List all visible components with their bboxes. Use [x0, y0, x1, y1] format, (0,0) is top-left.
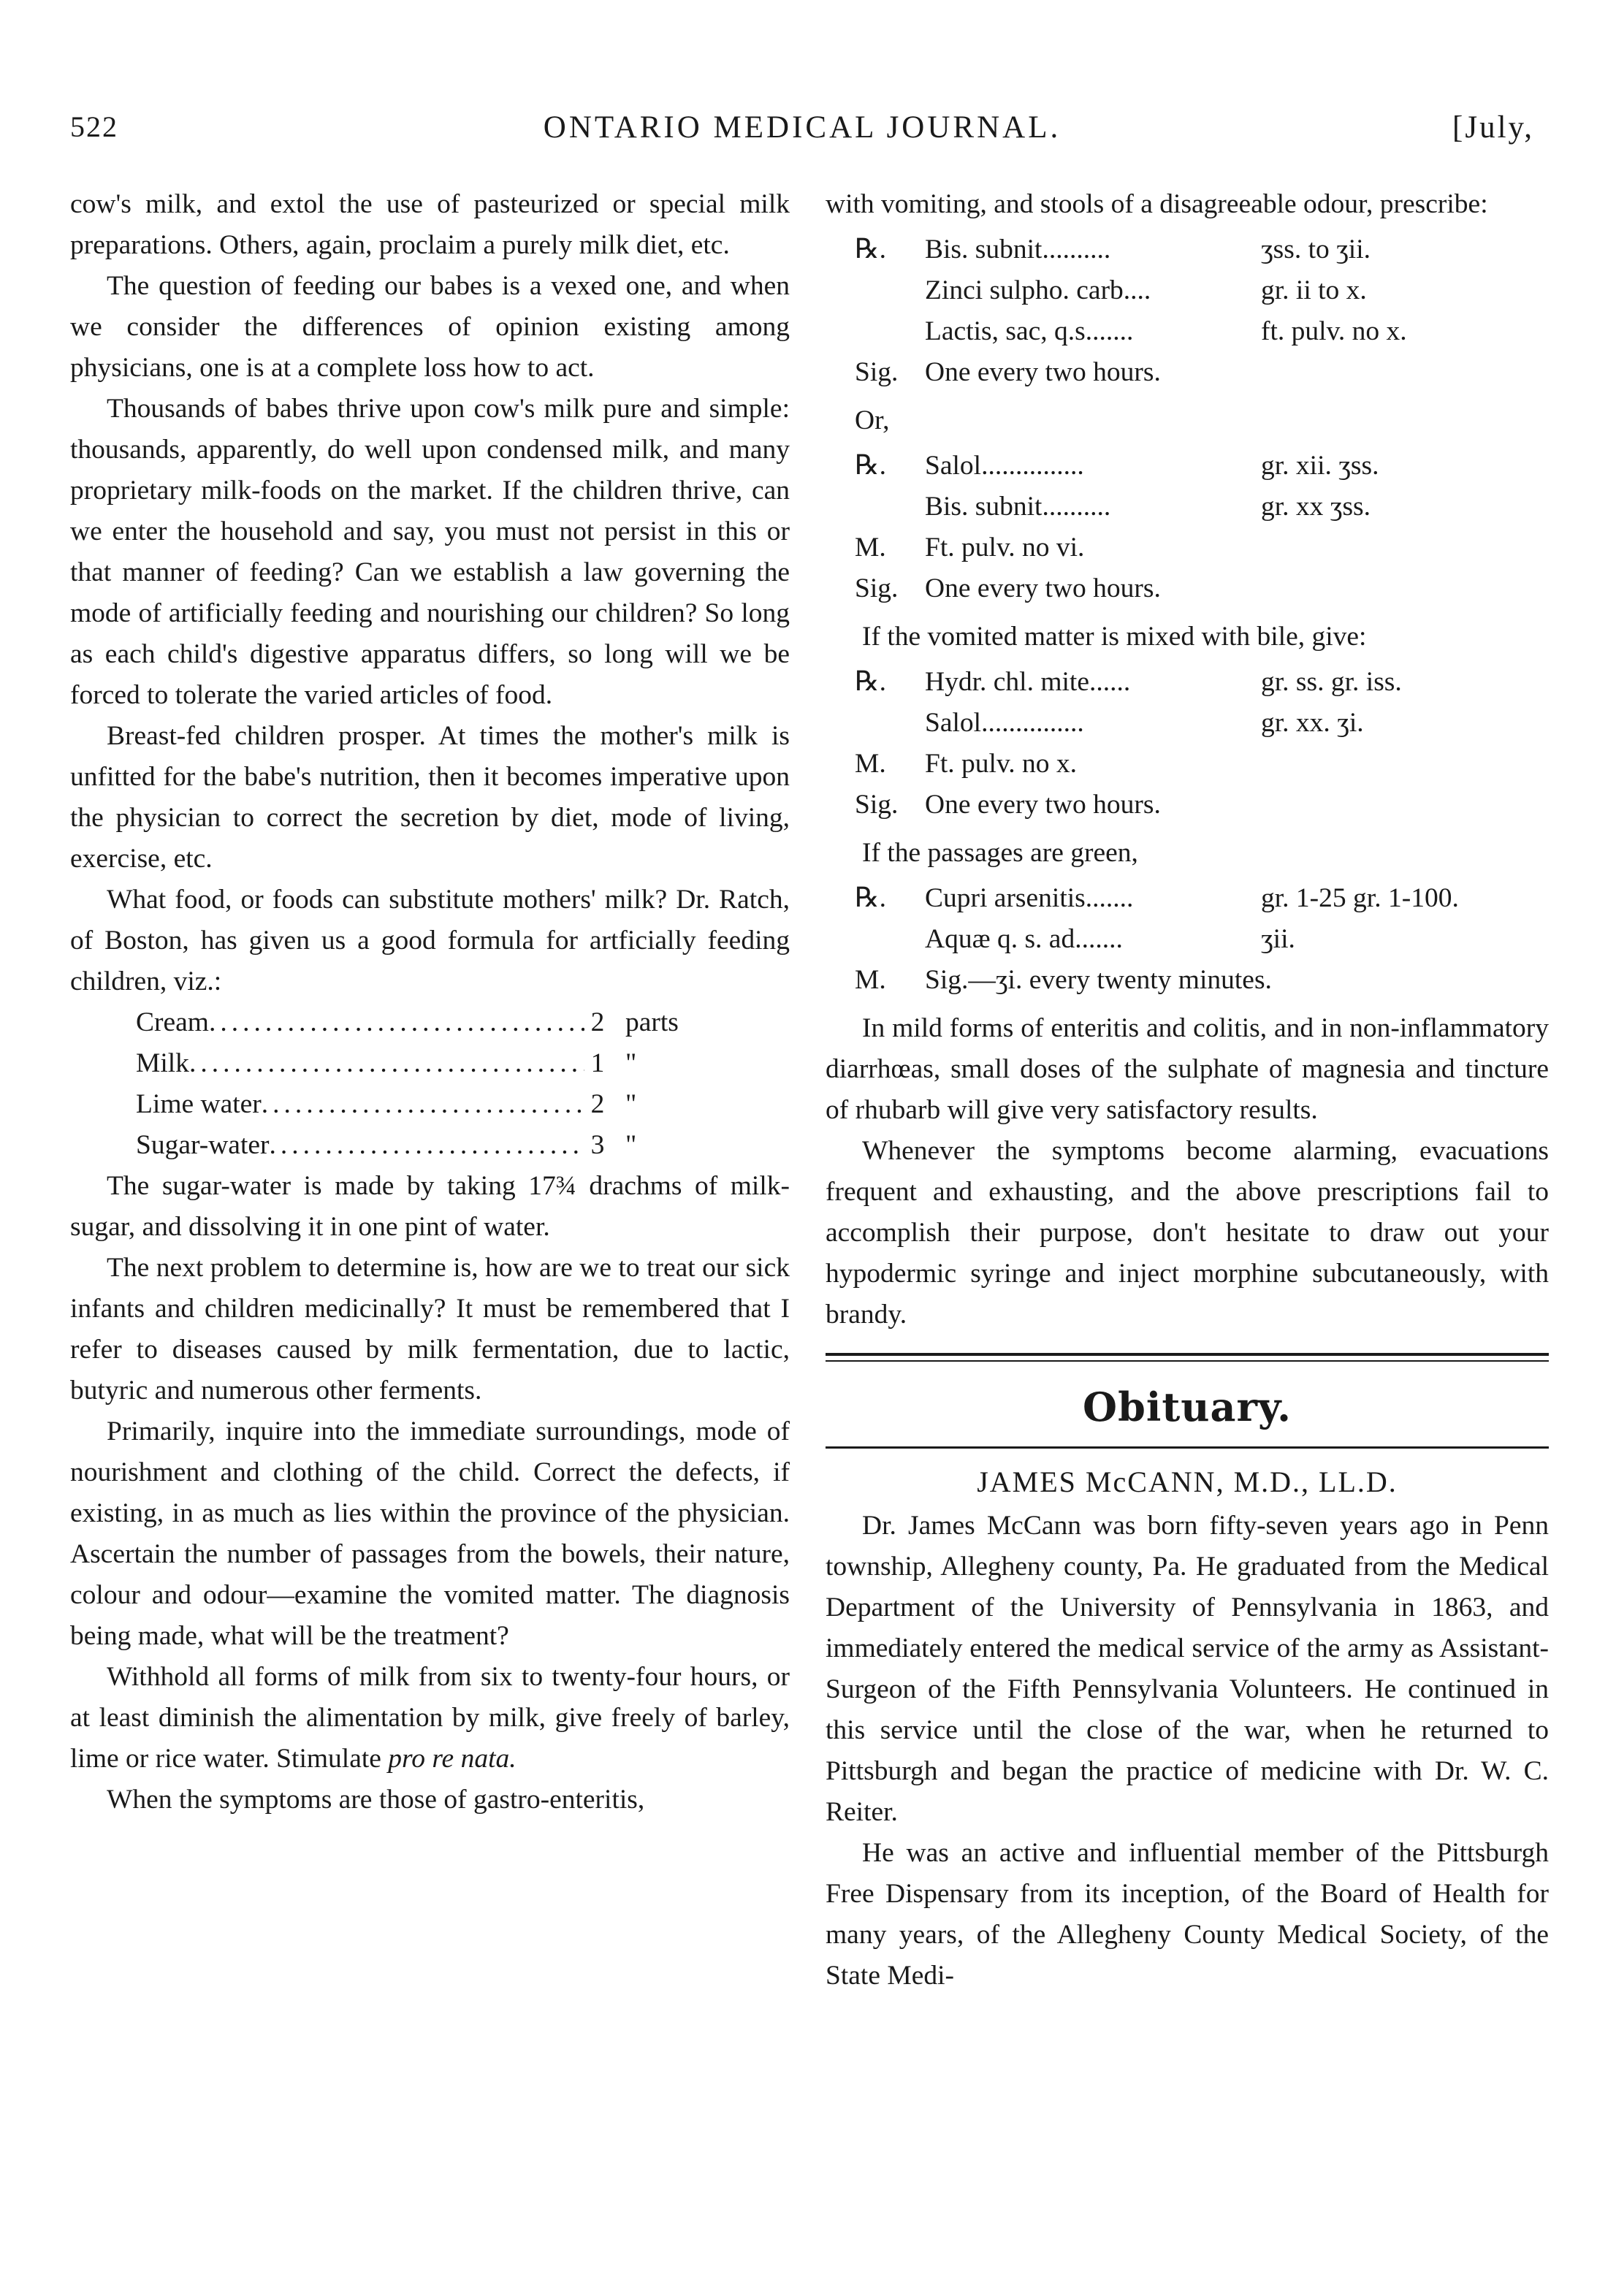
rx-drug: Ft. pulv. no x.	[925, 749, 1078, 779]
latin-phrase: pro re nata.	[388, 1744, 517, 1774]
rx-drug: Sig.—ʒi. every twenty minutes.	[925, 965, 1272, 995]
rx-drug: Bis. subnit..........	[925, 234, 1111, 264]
formula-unit: "	[625, 1130, 637, 1160]
prescription-line	[855, 311, 1549, 352]
rx-dose: gr. xx. ʒi.	[1261, 708, 1364, 738]
paragraph: The question of feeding our babes is a vexed one, and when we consider the differences of opinion existing among physicians, one is at a complete loss how to act.	[70, 271, 790, 383]
prescription-4	[855, 878, 1549, 1001]
formula-ingredient: Cream	[136, 1007, 209, 1037]
rx-symbol: M.	[855, 749, 886, 779]
rx-drug: Lactis, sac, q.s.......	[925, 316, 1134, 346]
rx-symbol: ℞.	[855, 667, 886, 697]
paragraph: Thousands of babes thrive upon cow's milk pure and simple: thousands, apparently, do well upon condensed milk, and many proprietary milk-foods on the market. If the children thrive, can we enter the household and say, you must not persist in this or that manner of feeding? Can we establish a law governing the mode of artificially feeding and nourishing our children? So long as each child's digestive apparatus differs, so long will we be forced to tolerate the varied articles of food.	[70, 394, 790, 710]
rx-drug: Hydr. chl. mite......	[925, 667, 1131, 697]
paragraph: cow's milk, and extol the use of pasteurized or special milk preparations. Others, again, proclaim a purely milk diet, etc.	[70, 189, 790, 260]
rx-symbol: ℞.	[855, 451, 886, 481]
formula-unit: parts	[625, 1007, 679, 1037]
formula-unit: "	[625, 1089, 637, 1119]
rx-drug: Salol...............	[925, 451, 1084, 481]
section-divider	[826, 1353, 1549, 1362]
prescription-line	[855, 703, 1549, 744]
rx-dose: gr. ii to x.	[1261, 275, 1367, 305]
rx-dose: gr. xii. ʒss.	[1261, 451, 1379, 481]
prescription-1	[855, 229, 1549, 393]
section-heading: Obituary.	[1083, 1384, 1292, 1430]
paragraph: When the symptoms are those of gastro-enteritis,	[107, 1785, 645, 1815]
paragraph: Breast-fed children prosper. At times the mother's milk is unfitted for the babe's nutrition, then it becomes imperative upon the physician to correct the secretion by diet, mode of living, exercise, etc.	[70, 721, 790, 874]
paragraph: The sugar-water is made by taking 17¾ drachms of milk-sugar, and dissolving it in one pint of water.	[70, 1171, 790, 1242]
formula-row	[136, 1084, 720, 1125]
rx-dose: gr. ss. gr. iss.	[1261, 667, 1402, 697]
formula-ingredient: Milk	[136, 1048, 189, 1078]
rx-drug: Zinci sulpho. carb....	[925, 275, 1151, 305]
rx-symbol: ℞.	[855, 883, 886, 913]
rx-drug: One every two hours.	[925, 357, 1161, 387]
rx-drug: Aquæ q. s. ad.......	[925, 924, 1123, 954]
paragraph: He was an active and influential member of the Pittsburgh Free Dispensary from its inception, of the Board of Health for many years, of the Allegheny County Medical Society, of the State Medi-	[826, 1838, 1549, 1991]
formula-ingredient: Lime water	[136, 1089, 262, 1119]
paragraph: In mild forms of enteritis and colitis, and in non-inflammatory diarrhœas, small doses of the sulphate of magnesia and tincture of rhubarb will give very satisfactory results.	[826, 1013, 1549, 1125]
prescription-line	[855, 878, 1549, 919]
paragraph: If the passages are green,	[862, 838, 1138, 868]
or-label: Or,	[855, 405, 890, 435]
paragraph: What food, or foods can substitute mothers' milk? Dr. Ratch, of Boston, has given us a good formula for artficially feeding children, viz.:	[70, 885, 790, 996]
rx-symbol: M.	[855, 533, 886, 562]
rx-drug: Bis. subnit..........	[925, 492, 1111, 522]
obituary-title: JAMES McCANN, M.D., LL.D.	[977, 1465, 1398, 1498]
rx-dose: gr. xx ʒss.	[1261, 492, 1371, 522]
paragraph: with vomiting, and stools of a disagreeable odour, prescribe:	[826, 189, 1488, 219]
formula-ingredient: Sugar-water	[136, 1130, 270, 1160]
page-number: 522	[70, 110, 118, 143]
rx-drug: Salol...............	[925, 708, 1084, 738]
paragraph	[70, 1657, 790, 1780]
prescription-line	[855, 568, 1549, 609]
rx-dose: gr. 1-25 gr. 1-100.	[1261, 883, 1459, 913]
prescription-3	[855, 662, 1549, 825]
paragraph: Dr. James McCann was born fifty-seven years ago in Penn township, Allegheny county, Pa. He graduated from the Medical Department of the University of Pennsylvania in 1863, and immediately entered the medical service of the army as Assistant-Surgeon of the Fifth Pennsylvania Volunteers. He continued in this service until the close of the war, when he returned to Pittsburgh and began the practice of medicine with Dr. W. C. Reiter.	[826, 1511, 1549, 1827]
formula-unit: "	[625, 1048, 637, 1078]
formula-quantity: 1	[590, 1048, 605, 1078]
paragraph-text: Withhold all forms of milk from six to twenty-four hours, or at least diminish the alimentation by milk, give freely of barley, lime or rice water. Stimulate	[70, 1662, 790, 1774]
rx-dose: ʒss. to ʒii.	[1261, 234, 1371, 264]
prescription-line	[855, 487, 1549, 527]
rx-dose: ft. pulv. no x.	[1261, 316, 1407, 346]
rx-symbol: M.	[855, 965, 886, 995]
rx-symbol: Sig.	[855, 573, 899, 603]
paragraph: Primarily, inquire into the immediate surroundings, mode of nourishment and clothing of the child. Correct the defects, if existing, in as much as lies within the province of the physician. Ascertain the number of passages from the bowels, their nature, colour and odour—examine the vomited matter. The diagnosis being made, what will be the treatment?	[70, 1416, 790, 1651]
rx-drug: One every two hours.	[925, 573, 1161, 603]
prescription-line	[855, 270, 1549, 311]
prescription-line	[855, 744, 1549, 785]
running-date: [July,	[1452, 110, 1534, 145]
formula-row	[136, 1002, 720, 1043]
prescription-line	[855, 960, 1549, 1001]
running-title: ONTARIO MEDICAL JOURNAL.	[543, 110, 1062, 145]
prescription-line	[855, 662, 1549, 703]
prescription-line	[855, 527, 1549, 568]
prescription-line	[855, 229, 1549, 270]
formula-quantity: 2	[590, 1007, 605, 1037]
right-column	[826, 184, 1549, 1996]
prescription-line	[855, 919, 1549, 960]
prescription-line	[855, 785, 1549, 825]
prescription-2	[855, 446, 1549, 609]
left-column	[70, 184, 790, 1820]
rx-drug: Cupri arsenitis.......	[925, 883, 1134, 913]
running-header	[70, 110, 1534, 161]
rx-symbol: ℞.	[855, 234, 886, 264]
rx-drug: One every two hours.	[925, 790, 1161, 820]
rx-drug: Ft. pulv. no vi.	[925, 533, 1085, 562]
formula-quantity: 2	[590, 1089, 605, 1119]
rx-symbol: Sig.	[855, 357, 899, 387]
rx-symbol: Sig.	[855, 790, 899, 820]
paragraph: Whenever the symptoms become alarming, evacuations frequent and exhausting, and the above prescriptions fail to accomplish their purpose, don't hesitate to draw out your hypodermic syringe and inject morphine subcutaneously, with brandy.	[826, 1136, 1549, 1330]
heading-rule	[826, 1446, 1549, 1449]
paragraph: The next problem to determine is, how are we to treat our sick infants and children medicinally? It must be remembered that I refer to diseases caused by milk fermentation, due to lactic, butyric and numerous other ferments.	[70, 1253, 790, 1406]
rx-dose: ʒii.	[1261, 924, 1295, 954]
formula-row	[136, 1043, 720, 1084]
formula-quantity: 3	[590, 1130, 605, 1160]
prescription-line	[855, 352, 1549, 393]
prescription-line	[855, 446, 1549, 487]
feeding-formula	[136, 1002, 720, 1166]
paragraph: If the vomited matter is mixed with bile, give:	[862, 622, 1367, 652]
formula-row	[136, 1125, 720, 1166]
